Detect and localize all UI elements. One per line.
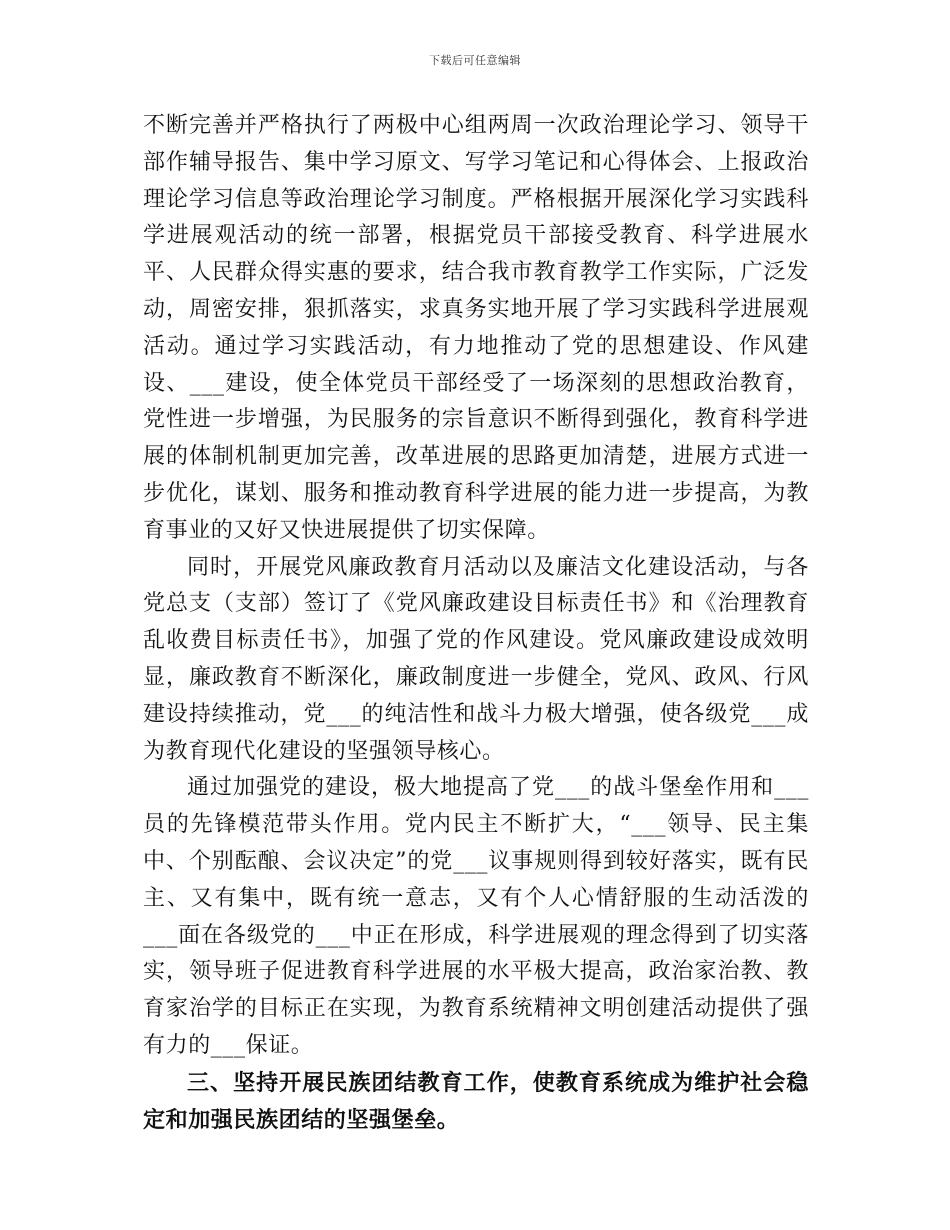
document-body: [143, 108, 809, 1138]
paragraph-continued: 不断完善并严格执行了两极中心组两周一次政治理论学习、领导干部作辅导报告、集中学习原文、写学习笔记和心得体会、上报政治理论学习信息等政治理论学习制度。严格根据开展深化学习实践科学进展观活动的统一部署，根据党员干部接受教育、科学进展水平、人民群众得实惠的要求，结合我市教育教学工作实际，广泛发动，周密安排，狠抓落实，求真务实地开展了学习实践科学进展观活动。通过学习实践活动，有力地推动了党的思想建设、作风建设、___建设，使全体党员干部经受了一场深刻的思想政治教育，党性进一步增强，为民服务的宗旨意识不断得到强化，教育科学进展的体制机制更加完善，改革进展的思路更加清楚，进展方式进一步优化，谋划、服务和推动教育科学进展的能力进一步提高，为教育事业的又好又快进展提供了切实保障。: [143, 113, 809, 543]
paragraph-party-building: 通过加强党的建设，极大地提高了党___的战斗堡垒作用和___员的先锋模范带头作用。党内民主不断扩大，“___领导、民主集中、个别酝酿、会议决定”的党___议事规则得到较好落实，既有民主、又有集中，既有统一意志，又有个人心情舒服的生动活泼的___面在各级党的___中正在形成，科学进展观的理念得到了切实落实，领导班子促进教育科学进展的水平极大提高，政治家治教、教育家治学的目标正在实现，为教育系统精神文明创建活动提供了强有力的___保证。: [143, 775, 809, 1058]
paragraph-party-conduct: 同时，开展党风廉政教育月活动以及廉洁文化建设活动，与各党总支（支部）签订了《党风廉政建设目标责任书》和《治理教育乱收费目标责任书》，加强了党的作风建设。党风廉政建设成效明显，廉政教育不断深化，廉政制度进一步健全，党风、政风、行风建设持续推动，党___的纯洁性和战斗力极大增强，使各级党___成为教育现代化建设的坚强领导核心。: [143, 554, 809, 764]
section-heading-ethnic-unity: 三、坚持开展民族团结教育工作，使教育系统成为维护社会稳定和加强民族团结的坚强堡垒。: [143, 1069, 809, 1133]
page-header: 下载后可任意编辑: [429, 54, 521, 67]
